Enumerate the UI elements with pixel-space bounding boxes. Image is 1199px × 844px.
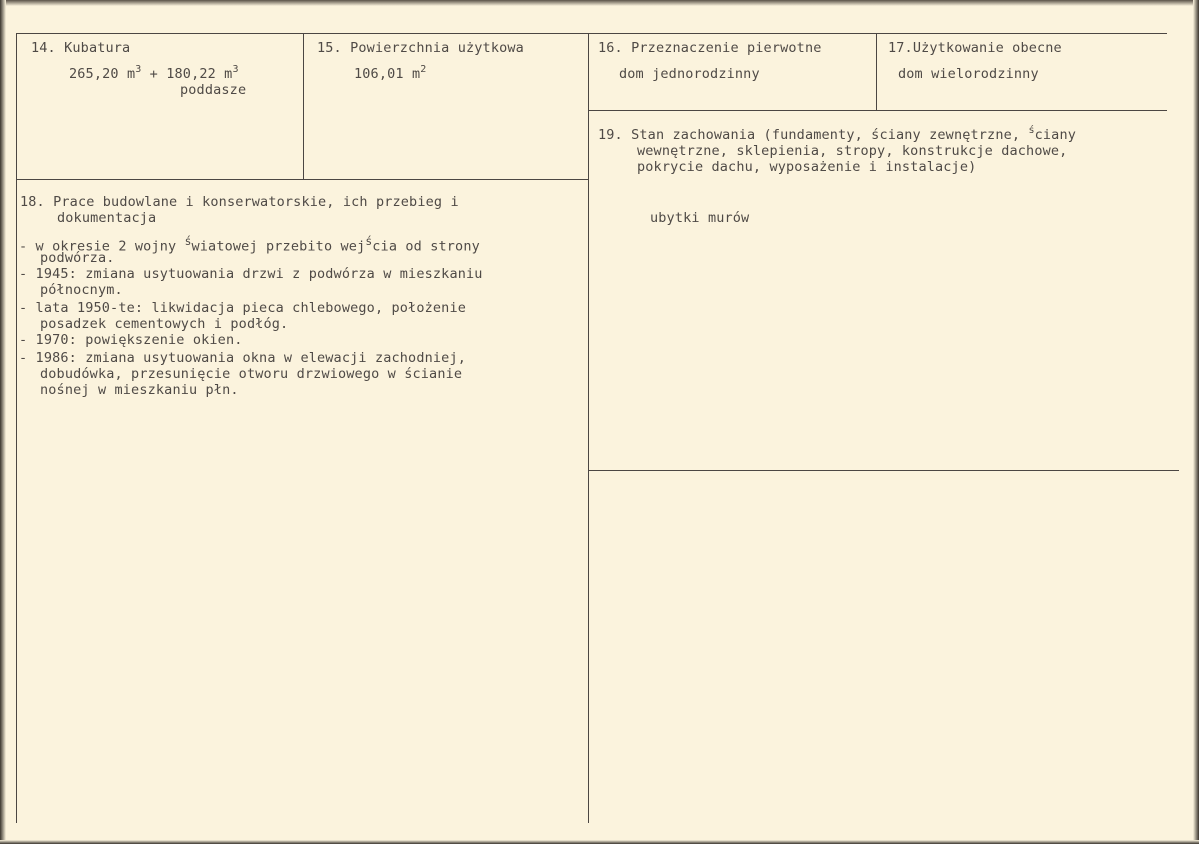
- field-18-item-5-line-2: dobudówka, przesunięcie otworu drzwiowego w ścianie: [40, 366, 463, 382]
- field-18-item-4-line-1: - 1970: powiększenie okien.: [19, 332, 243, 348]
- field-19-label-line-1-a: 19. Stan zachowania (fundamenty, ściany zewnętrzne,: [598, 127, 1029, 143]
- form-line-under-19: [588, 470, 1179, 471]
- paper-edge-top: [0, 0, 1199, 6]
- field-18-item-5-line-3: nośnej w mieszkaniu płn.: [40, 382, 239, 398]
- field-16-value: dom jednorodzinny: [619, 66, 760, 82]
- field-14-value-1: 265,20 m: [69, 66, 136, 82]
- form-line-left: [16, 33, 17, 823]
- field-15-value: [354, 66, 426, 82]
- field-15-value-text: 106,01 m: [354, 66, 421, 82]
- field-19-label-line-2: wewnętrzne, sklepienia, stropy, konstrukcje dachowe,: [637, 143, 1068, 159]
- field-18-item-3-line-1: - lata 1950-te: likwidacja pieca chlebowego, położenie: [19, 300, 466, 316]
- paper-edge-bottom: [0, 840, 1199, 844]
- field-18-label-line-1: 18. Prace budowlane i konserwatorskie, ich przebieg i: [20, 194, 459, 210]
- field-18-item-1-line-2: podwórza.: [40, 250, 115, 266]
- form-line-divider-16-17: [876, 33, 877, 111]
- field-18-item-2-line-2: północnym.: [40, 282, 123, 298]
- field-18-label-line-2: dokumentacja: [57, 210, 157, 226]
- field-18-item-1-sup-2: ś: [365, 235, 373, 248]
- field-18-item-2-line-1: - 1945: zmiana usytuowania drzwi z podwórza w mieszkaniu: [19, 266, 483, 282]
- field-18-item-1-mid: wiatowej przebito wej: [191, 238, 366, 255]
- field-14-sup-2: 3: [232, 64, 239, 75]
- field-18-item-3-line-2: posadzek cementowych i podłóg.: [40, 316, 289, 332]
- field-19-value: ubytki murów: [650, 210, 750, 226]
- form-line-divider-14-15: [303, 33, 304, 179]
- field-18-item-1-start: - w okresie 2 wojny: [19, 238, 177, 255]
- field-19-label-line-1: [598, 127, 1076, 143]
- field-14-label: 14. Kubatura: [31, 40, 131, 56]
- field-18-item-5-line-1: - 1986: zmiana usytuowania okna w elewacji zachodniej,: [19, 350, 466, 366]
- field-14-sup-1: 3: [135, 64, 142, 75]
- field-18-item-1-sup-1: ś: [184, 235, 192, 248]
- form-line-top: [16, 33, 1167, 34]
- field-14-value-2: + 180,22 m: [141, 66, 233, 82]
- field-17-value: dom wielorodzinny: [898, 66, 1039, 82]
- form-line-center: [588, 33, 589, 823]
- field-19-label-sup: ś: [1028, 125, 1035, 136]
- field-15-label: 15. Powierzchnia użytkowa: [317, 40, 524, 56]
- field-19-label-line-3: pokrycie dachu, wyposażenie i instalacje): [637, 159, 977, 175]
- form-line-under-16-17: [588, 110, 1167, 111]
- field-14-note: poddasze: [180, 82, 247, 98]
- paper-edge-right: [1193, 0, 1199, 844]
- field-15-sup: 2: [420, 64, 427, 75]
- field-18-item-1-end: cia od strony: [372, 238, 480, 255]
- field-16-label: 16. Przeznaczenie pierwotne: [598, 40, 822, 56]
- field-19-label-line-1-b: ciany: [1034, 127, 1077, 143]
- field-17-label: 17.Użytkowanie obecne: [888, 40, 1062, 56]
- field-14-value: [69, 66, 239, 82]
- form-line-under-14-15: [16, 179, 588, 180]
- paper-edge-left: [0, 0, 6, 844]
